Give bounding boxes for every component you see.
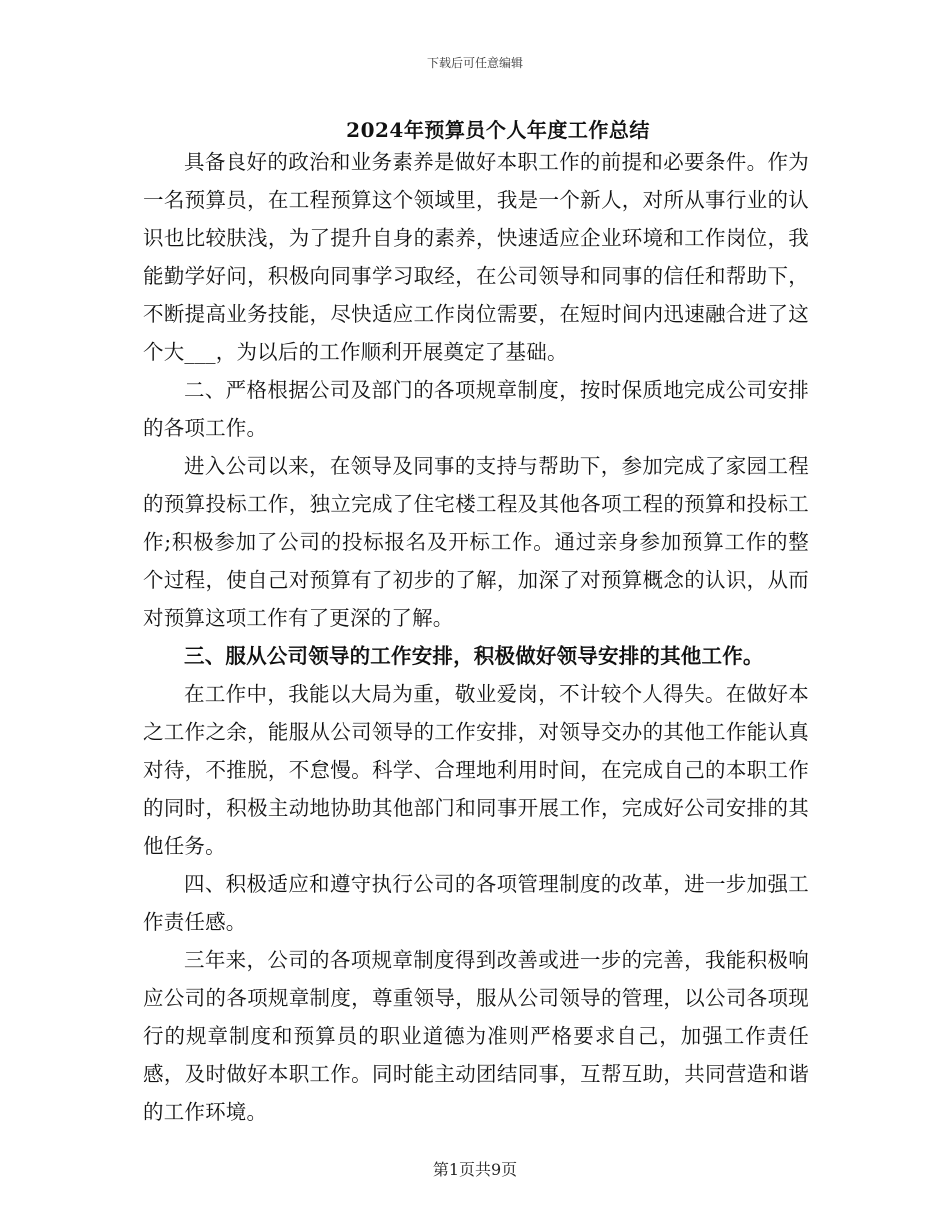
- paragraph-section-2: 进入公司以来，在领导及同事的支持与帮助下，参加完成了家园工程的预算投标工作，独立完成了住宅楼工程及其他各项工程的预算和投标工作;积极参加了公司的投标报名及开标工作。通过亲身参加预算工作的整个过程，使自己对预算有了初步的了解，加深了对预算概念的认识，从而对预算这项工作有了更深的了解。: [143, 454, 809, 630]
- section-heading-2: 二、严格根据公司及部门的各项规章制度，按时保质地完成公司安排的各项工作。: [143, 378, 809, 440]
- paragraph-intro: 具备良好的政治和业务素养是做好本职工作的前提和必要条件。作为一名预算员，在工程预算这个领域里，我是一个新人，对所从事行业的认识也比较肤浅，为了提升自身的素养，快速适应企业环境和工作岗位，我能勤学好问，积极向同事学习取经，在公司领导和同事的信任和帮助下，不断提高业务技能，尽快适应工作岗位需要，在短时间内迅速融合进了这个大___，为以后的工作顺利开展奠定了基础。: [143, 150, 809, 364]
- paragraph-section-3: 在工作中，我能以大局为重，敬业爱岗，不计较个人得失。在做好本之工作之余，能服从公司领导的工作安排，对领导交办的其他工作能认真对待，不推脱，不怠慢。科学、合理地利用时间，在完成自己的本职工作的同时，积极主动地协助其他部门和同事开展工作，完成好公司安排的其他任务。: [143, 682, 809, 858]
- header-note: 下载后可任意编辑: [426, 56, 523, 70]
- document-title: 2024年预算员个人年度工作总结: [346, 118, 650, 142]
- page-number: 第1页共9页: [432, 1160, 518, 1179]
- paragraph-section-4: 三年来，公司的各项规章制度得到改善或进一步的完善，我能积极响应公司的各项规章制度，尊重领导，服从公司领导的管理，以公司各项现行的规章制度和预算员的职业道德为准则严格要求自己，加强工作责任感，及时做好本职工作。同时能主动团结同事，互帮互助，共同营造和谐的工作环境。: [143, 948, 809, 1124]
- section-heading-4: 四、积极适应和遵守执行公司的各项管理制度的改革，进一步加强工作责任感。: [143, 872, 809, 934]
- section-heading-3: 三、服从公司领导的工作安排，积极做好领导安排的其他工作。: [184, 644, 764, 668]
- document-body: [143, 143, 809, 1131]
